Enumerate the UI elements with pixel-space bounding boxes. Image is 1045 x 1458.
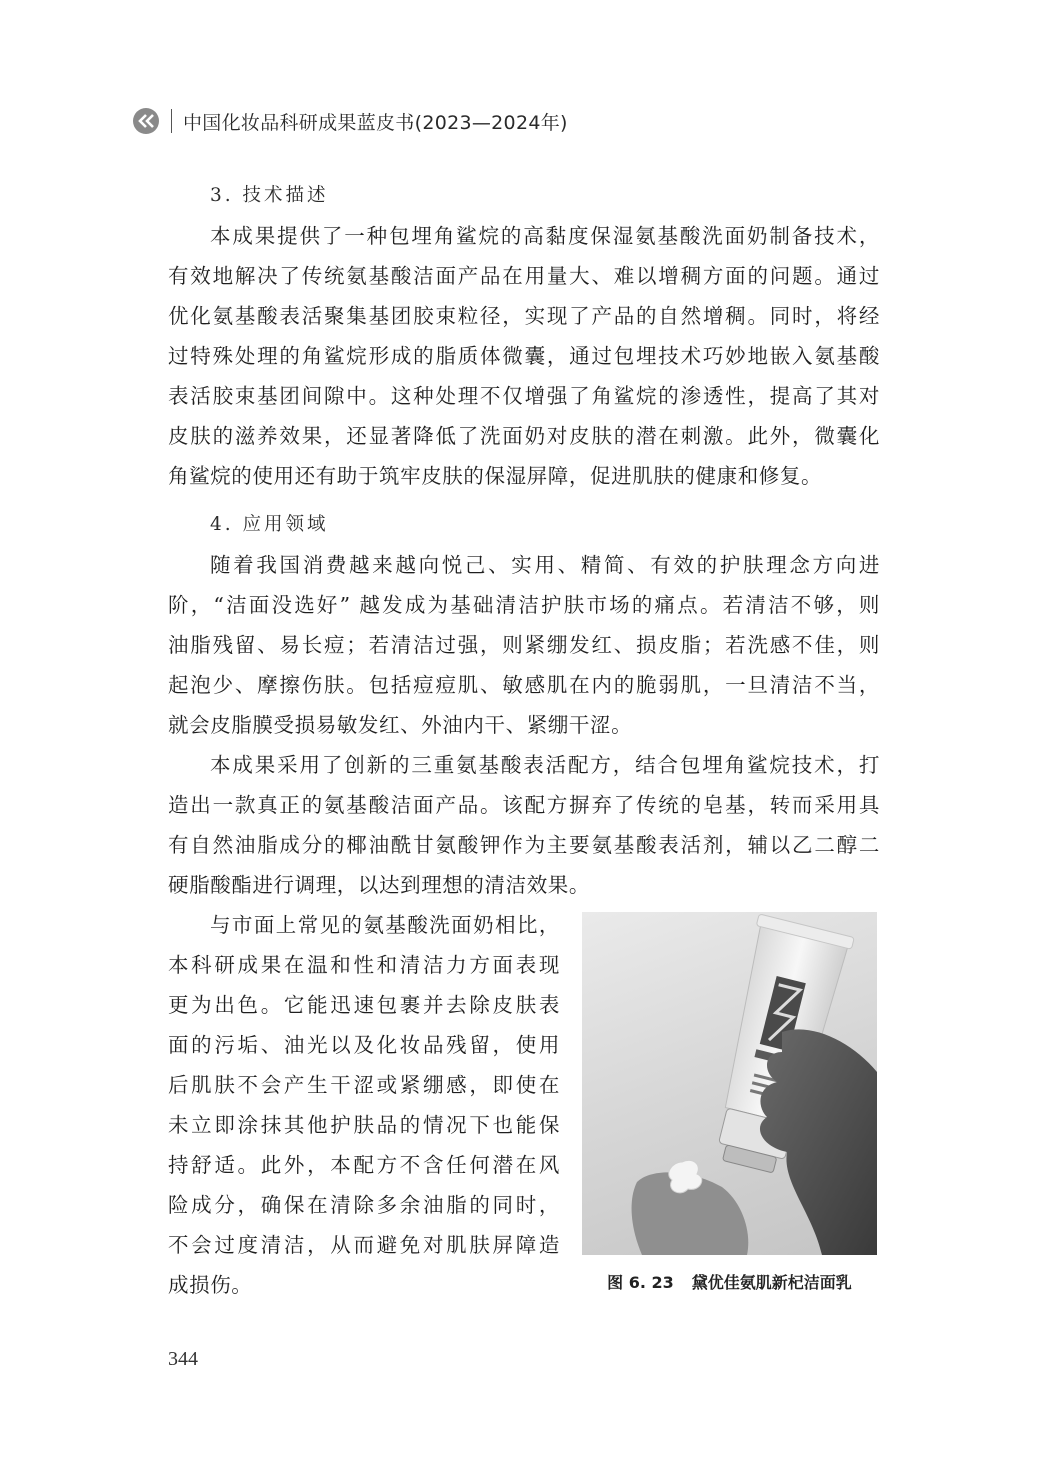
page-number: 344 (168, 1348, 198, 1370)
text-line: 优化氨基酸表活聚集基团胶束粒径，实现了产品的自然增稠。同时，将经 (168, 304, 880, 328)
text-line: 硬脂酸酯进行调理，以达到理想的清洁效果。 (168, 873, 590, 897)
section-heading: 4. 应用领域 (210, 514, 329, 535)
book-title: 中国化妆品科研成果蓝皮书(2023—2024年) (183, 111, 568, 134)
paragraph (168, 745, 880, 905)
section-application-field (168, 505, 880, 905)
figure-number: 图 6. 23 (607, 1273, 674, 1292)
text-line: 本成果采用了创新的三重氨基酸表活配方，结合包埋角鲨烷技术，打 (210, 753, 880, 777)
paragraph (168, 216, 880, 496)
text-line: 过特殊处理的角鲨烷形成的脂质体微囊，通过包埋技术巧妙地嵌入氨基酸 (168, 344, 880, 368)
section-heading: 3. 技术描述 (210, 185, 329, 206)
text-line: 不会过度清洁，从而避免对肌肤屏障造 (168, 1233, 560, 1257)
text-line: 险成分，确保在清除多余油脂的同时， (168, 1193, 560, 1217)
text-line: 皮肤的滋养效果，还显著降低了洗面奶对皮肤的潜在刺激。此外，微囊化 (168, 424, 880, 448)
text-line: 未立即涂抹其他护肤品的情况下也能保 (168, 1113, 560, 1137)
text-line: 角鲨烷的使用还有助于筑牢皮肤的保湿屏障，促进肌肤的健康和修复。 (168, 464, 823, 488)
paragraph (168, 545, 880, 745)
text-line: 本成果提供了一种包埋角鲨烷的高黏度保湿氨基酸洗面奶制备技术， (210, 224, 880, 248)
text-line: 持舒适。此外，本配方不含任何潜在风 (168, 1153, 560, 1177)
text-line: 造出一款真正的氨基酸洁面产品。该配方摒弃了传统的皂基，转而采用具 (168, 793, 880, 817)
figure-title: 黛优佳氨肌新杞洁面乳 (691, 1273, 852, 1292)
text-line: 油脂残留、易长痘；若清洁过强，则紧绷发红、损皮脂；若洗感不佳，则 (168, 633, 880, 657)
header-divider (171, 109, 172, 133)
product-photo (582, 912, 877, 1255)
text-line: 更为出色。它能迅速包裹并去除皮肤表 (168, 993, 560, 1017)
running-header (133, 106, 568, 136)
section-technical-description (168, 176, 880, 496)
double-chevron-left-icon (133, 108, 159, 134)
text-line: 就会皮脂膜受损易敏发红、外油内干、紧绷干涩。 (168, 713, 633, 737)
text-line: 有效地解决了传统氨基酸洁面产品在用量大、难以增稠方面的问题。通过 (168, 264, 880, 288)
figure-caption (582, 1270, 877, 1293)
text-line: 本科研成果在温和性和清洁力方面表现 (168, 953, 560, 977)
text-line: 阶，“洁面没选好” 越发成为基础清洁护肤市场的痛点。若清洁不够，则 (168, 593, 880, 617)
text-line: 表活胶束基团间隙中。这种处理不仅增强了角鲨烷的渗透性，提高了其对 (168, 384, 880, 408)
text-line: 与市面上常见的氨基酸洗面奶相比， (210, 913, 560, 937)
text-line: 后肌肤不会产生干涩或紧绷感，即使在 (168, 1073, 560, 1097)
text-line: 起泡少、摩擦伤肤。包括痘痘肌、敏感肌在内的脆弱肌，一旦清洁不当， (168, 673, 880, 697)
text-line: 成损伤。 (168, 1273, 253, 1297)
paragraph-with-figure (168, 905, 560, 1305)
text-line: 面的污垢、油光以及化妆品残留，使用 (168, 1033, 560, 1057)
text-line: 有自然油脂成分的椰油酰甘氨酸钾作为主要氨基酸表活剂，辅以乙二醇二 (168, 833, 880, 857)
text-line: 随着我国消费越来越向悦己、实用、精简、有效的护肤理念方向进 (210, 553, 880, 577)
